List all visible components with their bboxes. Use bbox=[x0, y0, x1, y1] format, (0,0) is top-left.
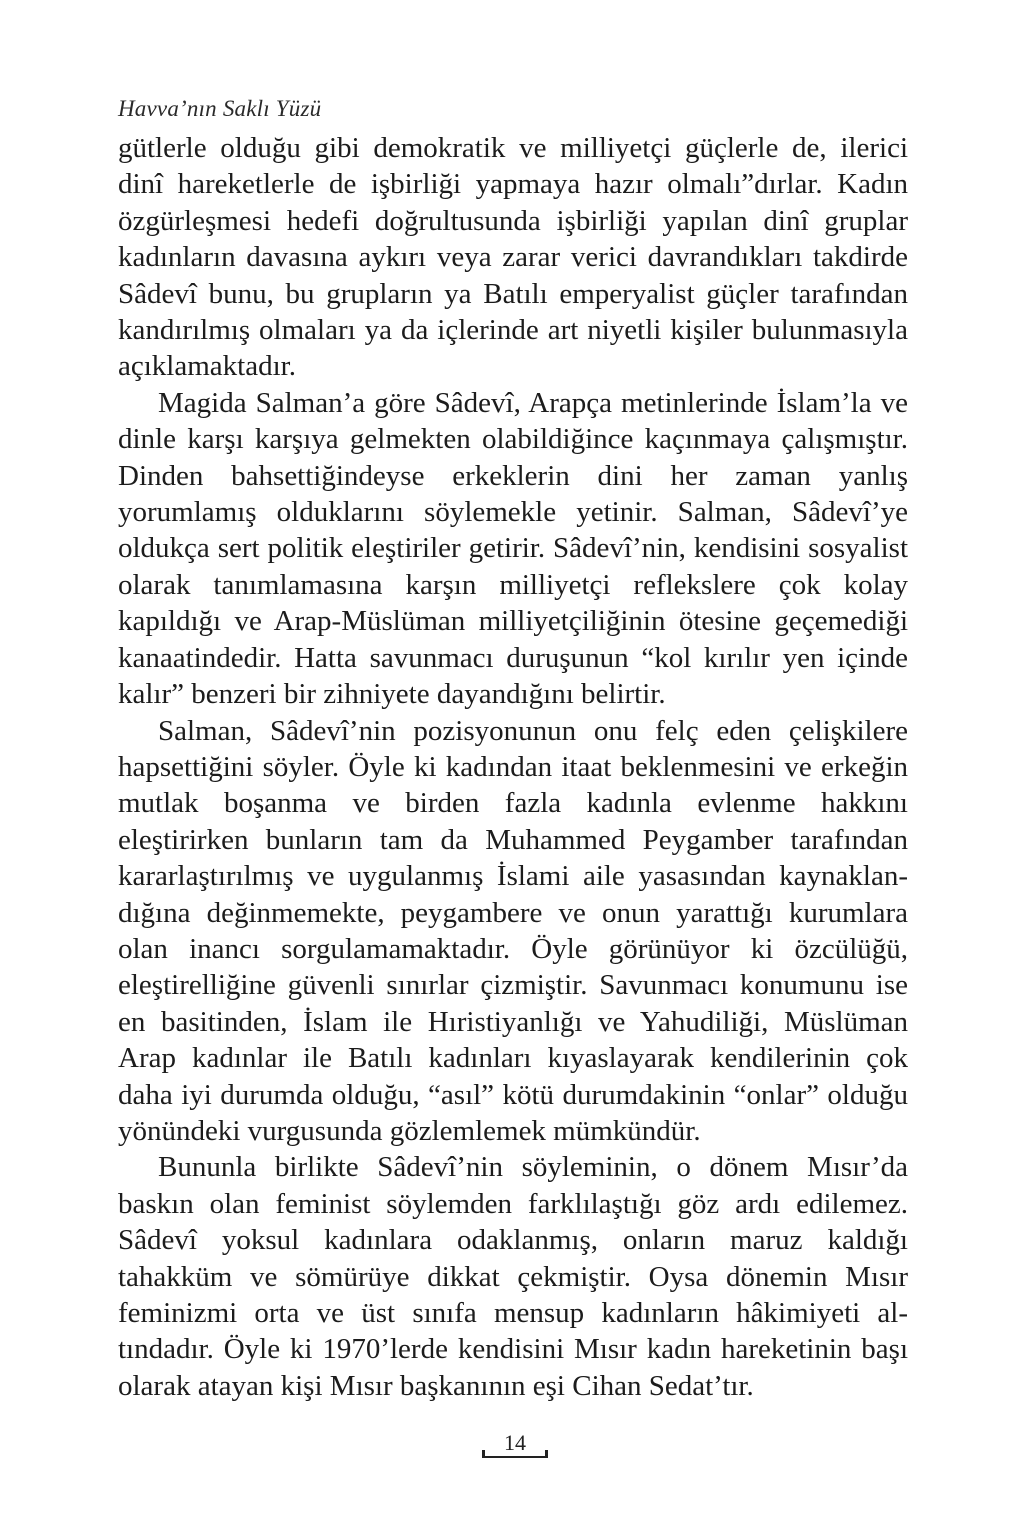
page-number-rule-tick-right bbox=[545, 1450, 548, 1458]
running-header-title: Havva’nın Saklı Yüzü bbox=[118, 96, 322, 121]
paragraph-2: Magida Salman’a göre Sâdevî, Arapça metinlerinde İslam’la ve dinle karşı karşıya gelmekten olabildiğince kaçınmaya çalışmıştır. Dinden bahsettiğindeyse erkeklerin dini her zaman yanlış yorumlamış olduklarını söylemekle yetinir. Salman, Sâdevî’ye oldukça sert politik eleştiriler getirir. Sâdevî’nin, kendisini sosyalist olarak tanımlamasına karşın milliyetçi reflekslere çok kolay kapıldığı ve Arap-Müslüman milliyetçiliğinin ötesine geçemediği kanaatindedir. Hatta savunmacı duruşunun “kol kırılır yen içinde kalır” benzeri bir zihniyete dayandığını belirtir. bbox=[118, 386, 908, 711]
paragraph-3: Salman, Sâdevî’nin pozisyonunun onu felç eden çelişkilere hapsettiğini söyler. Öyle ki kadından itaat beklenmesini ve erkeğin mutlak boşanma ve birden fazla kadınla evlenme hakkını eleştirirken bunların tam da Muhammed Peygamber tarafından kararlaştırılmış ve uygulanmış İslami aile yasasından kaynaklandığına değinmemekte, peygambere ve onun yarattığı kurumlara olan inancı sorgulamamaktadır. Öyle görünüyor ki özcülüğü, eleştirelliğine güvenli sınırlar çizmiştir. Savunmacı konumunu ise en basitinden, İslam ile Hıristiyanlığı ve Yahudiliği, Müslüman Arap kadınlar ile Batılı kadınları kıyaslayarak kendilerinin çok daha iyi durumda olduğu, “asıl” kötü durumdakinin “onlar” olduğu yönündeki vurgusunda gözlemlemek mümkündür. bbox=[118, 714, 908, 1147]
paragraph-1: gütlerle olduğu gibi demokratik ve milliyetçi güçlerle de, ilerici dinî hareketlerle de işbirliği yapmaya hazır olmalı”dırlar. Kadın özgürleşmesi hedefi doğrultusunda işbirliği yapılan dinî gruplar kadınların davasına aykırı veya zarar verici davrandıkları takdirde Sâdevî bunu, bu grupların ya Batılı emperyalist güçler tarafından kandırılmış olmaları ya da içlerinde art niyetli kişiler bulunmasıyla açıklamaktadır. bbox=[118, 132, 908, 383]
page-number: 14 bbox=[504, 1430, 526, 1455]
page-number-rule-tick-left bbox=[482, 1450, 485, 1458]
page-footer bbox=[482, 1430, 548, 1464]
page-number-rule bbox=[482, 1456, 548, 1458]
body-text bbox=[118, 130, 908, 1404]
paragraph-4: Bununla birlikte Sâdevî’nin söyleminin, o dönem Mısır’da baskın olan feminist söylemden farklılaştığı göz ardı edilemez. Sâdevî yoksul kadınlara odaklanmış, onların maruz kaldığı tahakküm ve sömürüye dikkat çekmiştir. Oysa dönemin Mısır feminizmi orta ve üst sınıfa mensup kadınların hâkimiyeti altındadır. Öyle ki 1970’lerde kendisini Mısır kadın hareketinin başı olarak atayan kişi Mısır başkanının eşi Cihan Sedat’tır. bbox=[118, 1151, 908, 1402]
